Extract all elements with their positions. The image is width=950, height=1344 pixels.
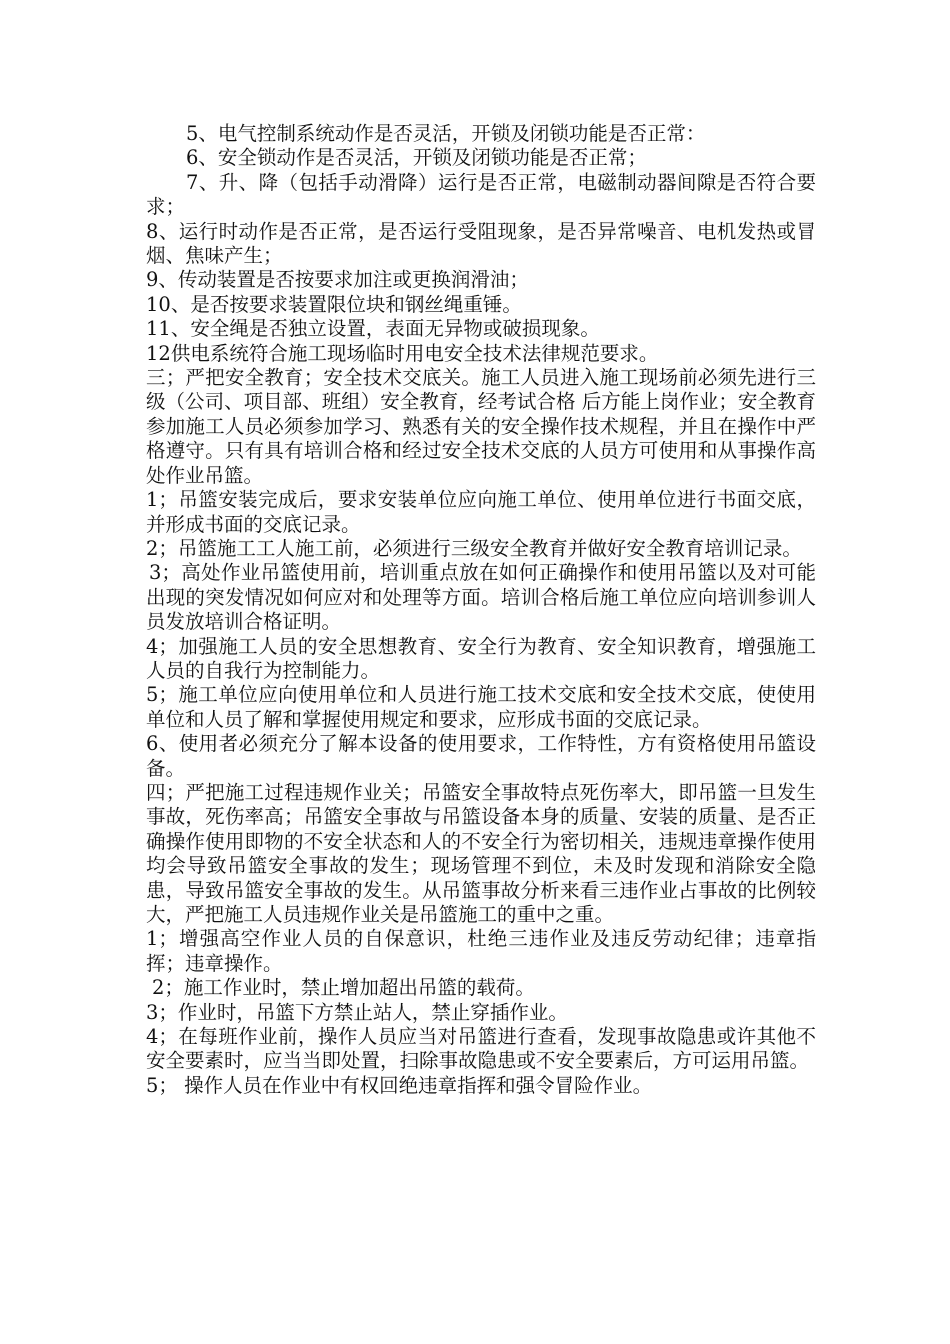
- education-item-1: 1；吊篮安装完成后，要求安装单位应向施工单位、使用单位进行书面交底，并形成书面的交底记录。: [146, 488, 816, 536]
- document-body: [146, 122, 816, 1098]
- paragraph-item-7: 7、升、降（包括手动滑降）运行是否正常，电磁制动器间隙是否符合要求；: [146, 170, 816, 219]
- section-three-heading-paragraph: 三；严把安全教育；安全技术交底关。施工人员进入施工现场前必须先进行三级（公司、项目部、班组）安全教育，经考试合格 后方能上岗作业；安全教育参加施工人员必须参加学习、熟悉有关的安全操作技术规程，并且在操作中严格遵守。只有具有培训合格和经过安全技术交底的人员方可使用和从事操作高处作业吊篮。: [146, 366, 816, 487]
- paragraph-item-12: 12供电系统符合施工现场临时用电安全技术法律规范要求。: [146, 341, 659, 365]
- paragraph-item-5: 5、电气控制系统动作是否灵活，开锁及闭锁功能是否正常：: [186, 122, 706, 145]
- violation-item-1: 1；增强高空作业人员的自保意识，杜绝三违作业及违反劳动纪律；违章指挥；违章操作。: [146, 927, 816, 975]
- violation-item-3: 3；作业时，吊篮下方禁止站人，禁止穿插作业。: [146, 1000, 568, 1024]
- education-item-6: 6、使用者必须充分了解本设备的使用要求，工作特性，方有资格使用吊篮设备。: [146, 732, 816, 780]
- education-item-5: 5；施工单位应向使用单位和人员进行施工技术交底和安全技术交底，使使用单位和人员了解和掌握使用规定和要求，应形成书面的交底记录。: [146, 683, 816, 731]
- violation-item-4: 4；在每班作业前，操作人员应当对吊篮进行查看，发现事故隐患或许其他不安全要素时，应当当即处置，扫除事故隐患或不安全要素后，方可运用吊篮。: [146, 1025, 816, 1073]
- paragraph-item-9: 9、传动装置是否按要求加注或更换润滑油；: [146, 268, 529, 292]
- section-four-heading-paragraph: 四；严把施工过程违规作业关；吊篮安全事故特点死伤率大，即吊篮一旦发生事故，死伤率高；吊篮安全事故与吊篮设备本身的质量、安装的质量、是否正确操作使用即物的不安全状态和人的不安全行为密切相关，违规违章操作使用均会导致吊篮安全事故的发生；现场管理不到位，未及时发现和消除安全隐患，导致吊篮安全事故的发生。从吊篮事故分析来看三违作业占事故的比例较大，严把施工人员违规作业关是吊篮施工的重中之重。: [146, 780, 816, 926]
- education-item-2: 2；吊篮施工工人施工前，必须进行三级安全教育并做好安全教育培训记录。: [146, 536, 802, 560]
- paragraph-item-8: 8、运行时动作是否正常，是否运行受阻现象，是否异常噪音、电机发热或冒烟、焦味产生；: [146, 219, 816, 268]
- violation-item-5: 5； 操作人员在作业中有权回绝违章指挥和强令冒险作业。: [146, 1073, 653, 1097]
- paragraph-item-10: 10、是否按要求装置限位块和钢丝绳重锤。: [146, 292, 522, 316]
- violation-item-2: 2；施工作业时，禁止增加超出吊篮的载荷。: [152, 976, 535, 1000]
- paragraph-item-6: 6、安全锁动作是否灵活，开锁及闭锁功能是否正常；: [186, 146, 647, 170]
- education-item-3: 3；高处作业吊篮使用前，培训重点放在如何正确操作和使用吊篮以及对可能出现的突发情况如何应对和处理等方面。培训合格后施工单位应向培训参训人员发放培训合格证明。: [146, 561, 816, 634]
- paragraph-item-11: 11、安全绳是否独立设置，表面无异物或破损现象。: [146, 317, 600, 341]
- education-item-4: 4；加强施工人员的安全思想教育、安全行为教育、安全知识教育，增强施工人员的自我行为控制能力。: [146, 634, 816, 682]
